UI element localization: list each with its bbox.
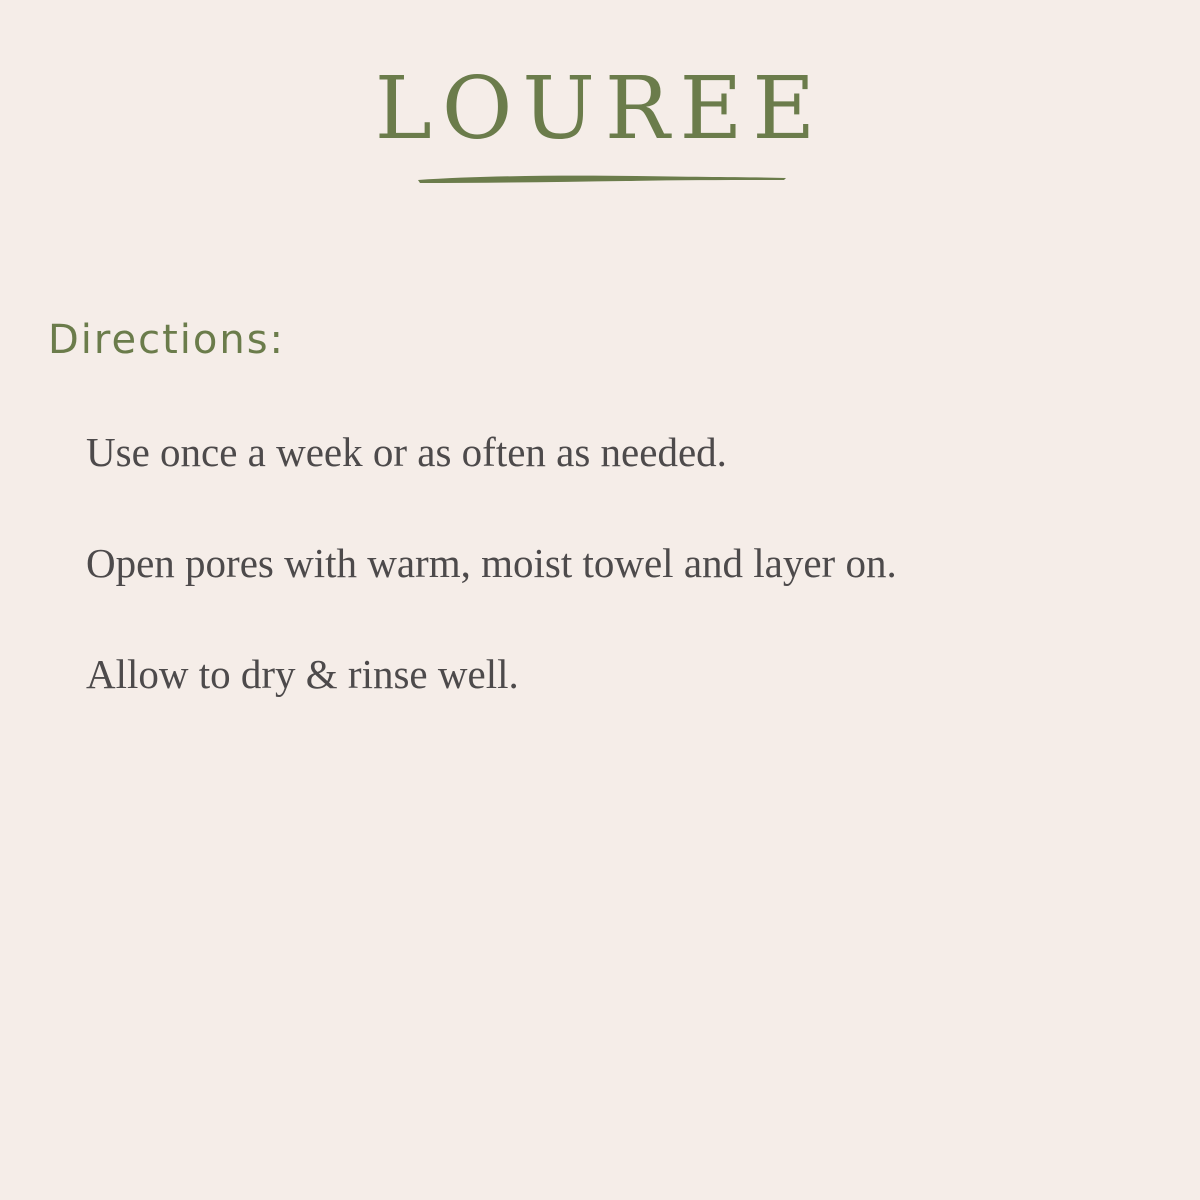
brand-logo: LOUREE <box>374 59 826 159</box>
directions-heading: Directions: <box>48 317 286 363</box>
direction-step-3: Allow to dry & rinse well. <box>86 651 519 697</box>
direction-step-1: Use once a week or as often as needed. <box>86 429 727 475</box>
brush-underline <box>416 172 788 186</box>
direction-step-2: Open pores with warm, moist towel and layer on. <box>86 540 897 586</box>
